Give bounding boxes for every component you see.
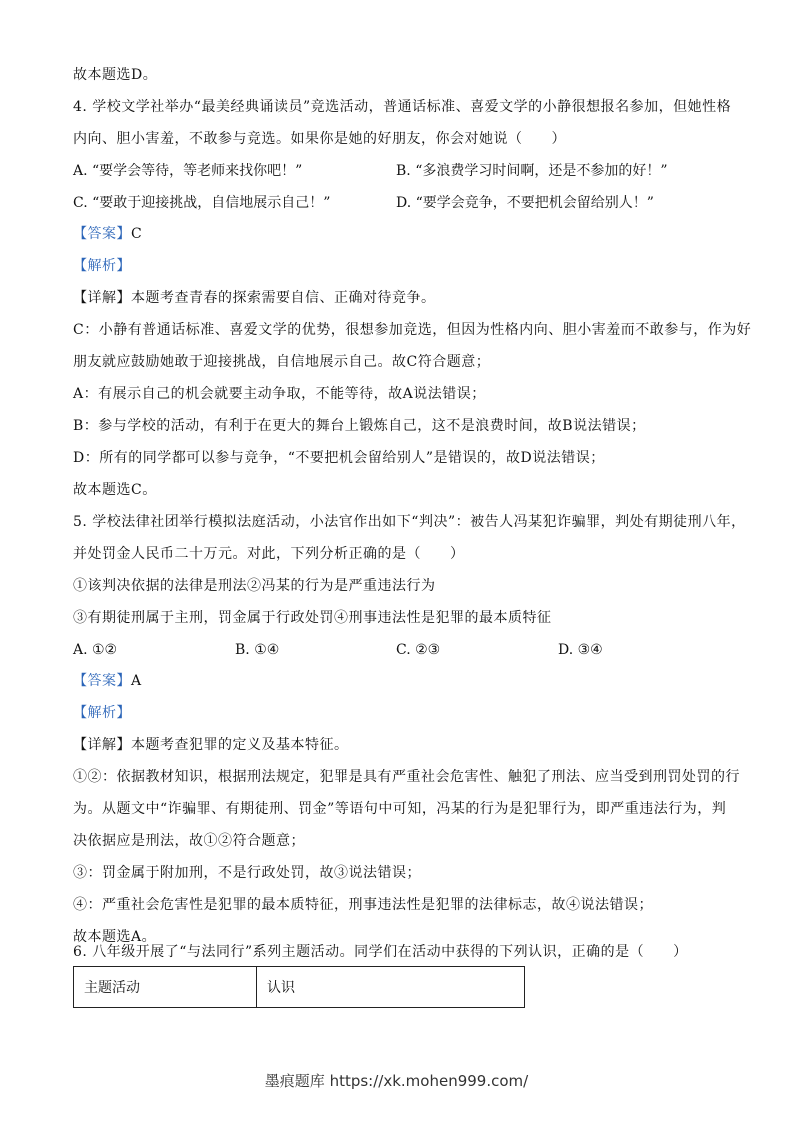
q5-option-d: D. ③④ [558,642,603,658]
q5-option-a: A. ①② [73,642,118,658]
q5-answer-tag: 【答案】 [73,673,131,689]
q4-option-d: D. “要学会竞争，不要把机会留给别人！” [396,195,654,211]
q5-expl-5: ④：严重社会危害性是犯罪的最本质特征，刑事违法性是犯罪的法律标志，故④说法错误； [73,897,653,913]
q4-expl-b: B：参与学校的活动，有利于在更大的舞台上锻炼自己，这不是浪费时间，故B说法错误； [73,418,646,434]
q4-expl-a: A：有展示自己的机会就要主动争取，不能等待，故A说法错误； [73,386,486,402]
q4-answer [73,224,733,244]
q5-answer-value: A [131,673,142,689]
q6-table [73,966,525,1008]
q5-answer [73,671,733,691]
q4-detail-tag: 【详解】 [73,290,131,306]
q5-statement-1: ①该判决依据的法律是刑法②冯某的行为是严重违法行为 [73,578,436,594]
q5-detail [73,735,733,755]
q5-expl-1: ①②：依据教材知识，根据刑法规定，犯罪是具有严重社会危害性、触犯了刑法、应当受到刑罚处罚的行 [73,769,740,785]
table-row [74,967,525,1008]
q4-option-b: B. “多浪费学习时间啊，还是不参加的好！” [396,163,668,179]
q4-answer-tag: 【答案】 [73,226,131,242]
q5-stem-line1: 5. 学校法律社团举行模拟法庭活动，小法官作出如下“判决”：被告人冯某犯诈骗罪，判处有期徒刑八年， [73,514,746,530]
q5-option-b: B. ①④ [235,642,280,658]
q4-stem-line2: 内向、胆小害羞，不敢参与竞选。如果你是她的好朋友，你会对她说（ ） [73,131,566,147]
q5-expl-3: 决依据应是刑法，故①②符合题意； [73,833,305,849]
q4-option-a: A. “要学会等待，等老师来找你吧！” [73,163,303,179]
q4-option-c: C. “要敢于迎接挑战，自信地展示自己！” [73,195,331,211]
footer-watermark: 墨痕题库 https://xk.mohen999.com/ [264,1072,529,1090]
q4-stem-line1: 4. 学校文学社举办“最美经典诵读员”竞选活动，普通话标准、喜爱文学的小静很想报名参加，但她性格 [73,99,732,115]
table-header-activity: 主题活动 [74,967,257,1008]
line-answer-prev: 故本题选D。 [73,67,158,83]
q4-answer-value: C [131,226,143,242]
q5-conclusion: 故本题选A。 [73,929,157,945]
q5-analysis-tag: 【解析】 [73,705,131,721]
q5-detail-tag: 【详解】 [73,737,131,753]
q4-expl-c2: 朋友就应鼓励她敢于迎接挑战，自信地展示自己。故C符合题意； [73,354,491,370]
q5-detail-text: 本题考查犯罪的定义及基本特征。 [131,737,349,753]
q4-expl-c1: C：小静有普通话标准、喜爱文学的优势，很想参加竞选，但因为性格内向、胆小害羞而不敢参与，作为好 [73,322,752,338]
q5-expl-4: ③：罚金属于附加刑，不是行政处罚，故③说法错误； [73,865,421,881]
q5-stem-line2: 并处罚金人民币二十万元。对此，下列分析正确的是（ ） [73,546,465,562]
q4-detail [73,288,733,308]
q4-analysis-tag: 【解析】 [73,258,131,274]
q5-statement-2: ③有期徒刑属于主刑，罚金属于行政处罚④刑事违法性是犯罪的最本质特征 [73,610,552,626]
q6-stem: 6. 八年级开展了“与法同行”系列主题活动。同学们在活动中获得的下列认识，正确的是（ ） [73,944,688,960]
q5-expl-2: 为。从题文中“诈骗罪、有期徒刑、罚金”等语句中可知，冯某的行为是犯罪行为，即严重违法行为，判 [73,801,727,817]
q4-expl-d: D：所有的同学都可以参与竞争，“不要把机会留给别人”是错误的，故D说法错误； [73,450,605,466]
q4-detail-text: 本题考查青春的探索需要自信、正确对待竞争。 [131,290,436,306]
q5-option-c: C. ②③ [396,642,441,658]
q4-conclusion: 故本题选C。 [73,482,157,498]
table-header-knowledge: 认识 [257,967,525,1008]
